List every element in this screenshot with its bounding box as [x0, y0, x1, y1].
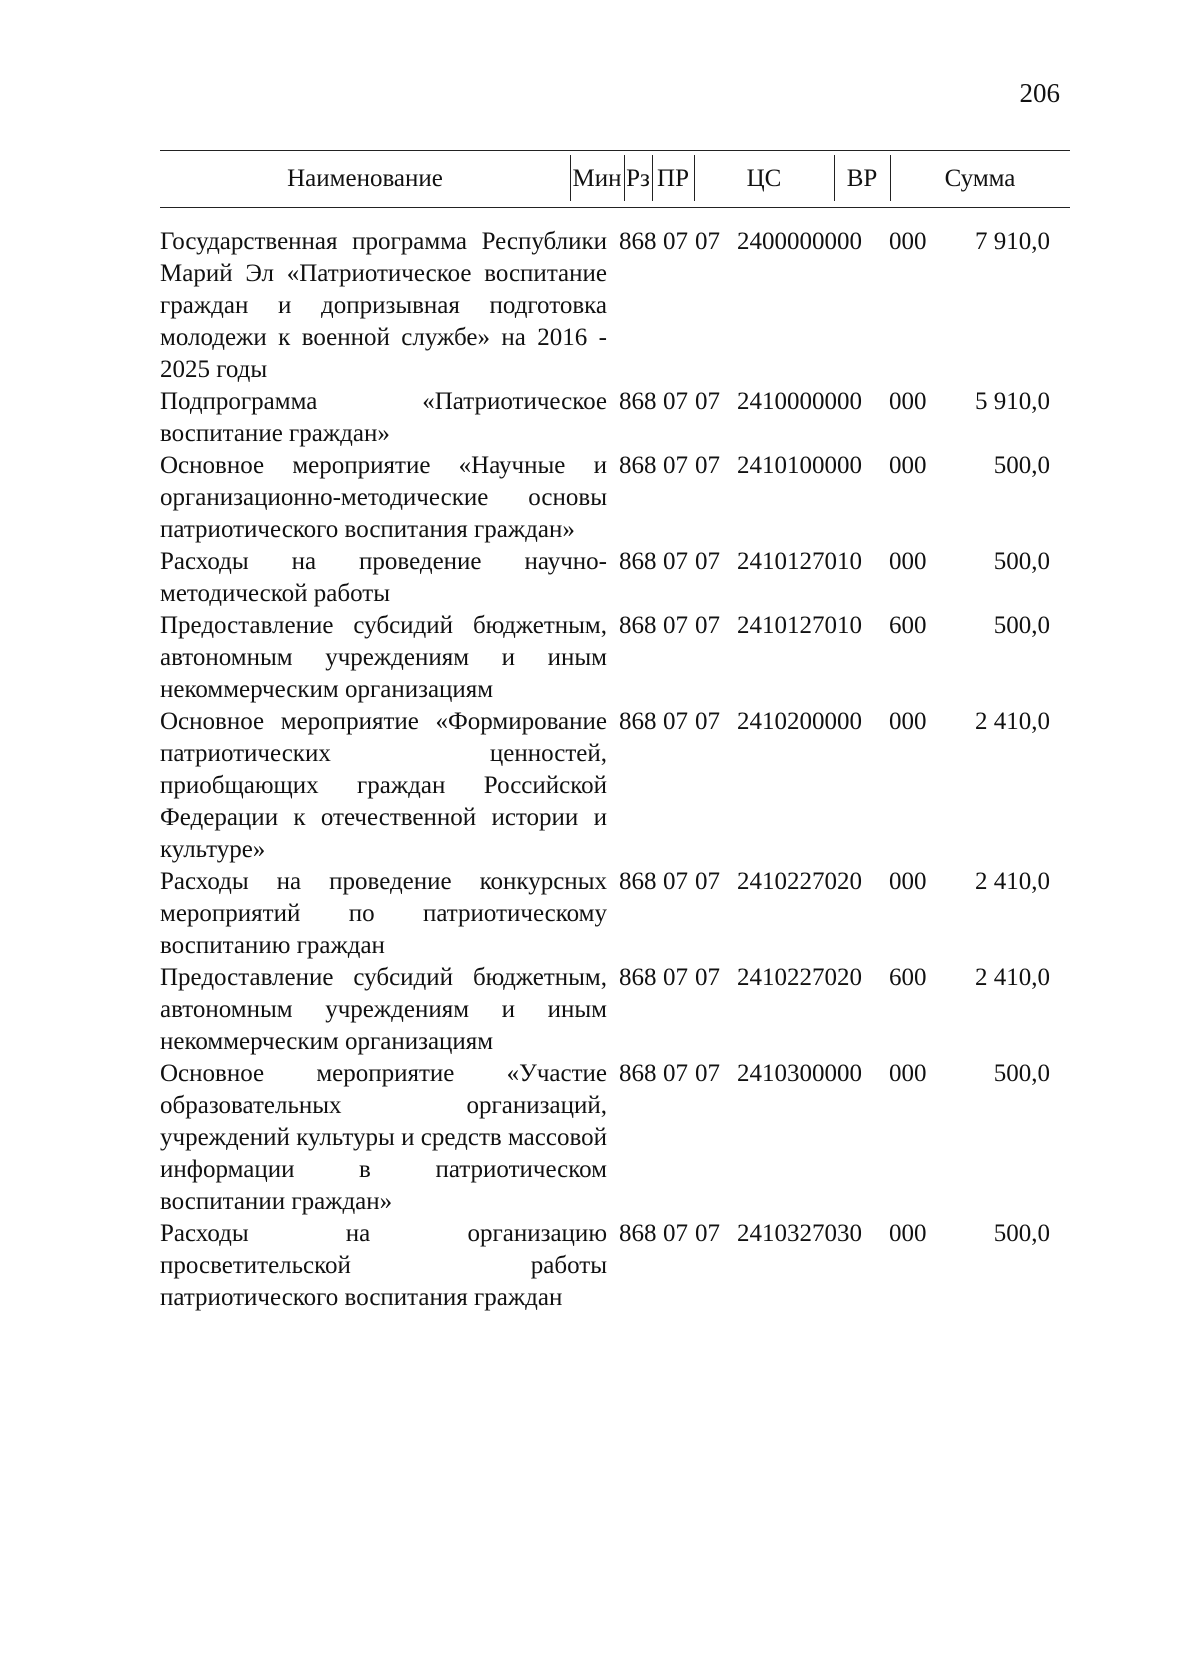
row-sum: 2 410,0: [975, 868, 1050, 895]
header-name: Наименование: [287, 165, 443, 192]
row-codes: [607, 1218, 961, 1314]
row-codes: [607, 706, 961, 866]
table-row: [160, 866, 1090, 962]
row-sum: 5 910,0: [975, 388, 1050, 415]
row-codes: [607, 546, 961, 610]
table-row: [160, 1058, 1090, 1218]
row-min: 868: [619, 1060, 657, 1087]
row-pr: 07: [695, 1060, 720, 1087]
row-codes: [607, 610, 961, 706]
row-sum: 2 410,0: [975, 964, 1050, 991]
row-name: Основное мероприятие «Участие образовательных организаций, учреждений культуры и средств массовой информации в патриотическом воспитании граждан»: [160, 1060, 607, 1215]
row-vr: 000: [889, 548, 927, 575]
row-rz: 07: [663, 868, 688, 895]
header-min: Мин: [572, 165, 622, 192]
table-row: [160, 610, 1090, 706]
row-cs: 2410000000: [737, 388, 862, 415]
row-sum: 500,0: [993, 612, 1050, 639]
row-name: Расходы на проведение научно-методической работы: [160, 548, 607, 607]
row-name: Основное мероприятие «Научные и организационно-методические основы патриотического воспитания граждан»: [160, 452, 607, 543]
row-cs: 2410227020: [737, 868, 862, 895]
row-vr: 600: [889, 964, 927, 991]
row-sum: 500,0: [993, 1220, 1050, 1247]
row-sum: 2 410,0: [975, 708, 1050, 735]
row-sum: 7 910,0: [975, 228, 1050, 255]
row-rz: 07: [663, 612, 688, 639]
row-name: Основное мероприятие «Формирование патриотических ценностей, приобщающих граждан Российской Федерации к отечественной истории и культуре»: [160, 708, 607, 863]
row-pr: 07: [695, 228, 720, 255]
row-sum: 500,0: [993, 1060, 1050, 1087]
table-row: [160, 1218, 1090, 1314]
page-number: 206: [1019, 78, 1060, 108]
table-row: [160, 386, 1090, 450]
header-sum: Сумма: [944, 165, 1016, 192]
header-pr: ПР: [657, 165, 689, 192]
row-cs: 2410127010: [737, 612, 862, 639]
row-sum: 500,0: [993, 452, 1050, 479]
table-row: [160, 962, 1090, 1058]
table-row: [160, 450, 1090, 546]
row-cs: 2400000000: [737, 228, 862, 255]
row-vr: 000: [889, 868, 927, 895]
row-vr: 600: [889, 612, 927, 639]
row-min: 868: [619, 548, 657, 575]
row-name: Государственная программа Республики Марий Эл «Патриотическое воспитание граждан и допризывная подготовка молодежи к военной службе» на 2016 - 2025 годы: [160, 228, 607, 383]
row-rz: 07: [663, 228, 688, 255]
row-vr: 000: [889, 228, 927, 255]
row-pr: 07: [695, 964, 720, 991]
row-vr: 000: [889, 452, 927, 479]
row-pr: 07: [695, 452, 720, 479]
row-min: 868: [619, 228, 657, 255]
row-rz: 07: [663, 388, 688, 415]
row-cs: 2410100000: [737, 452, 862, 479]
header-rz: Рз: [626, 165, 650, 192]
row-pr: 07: [695, 868, 720, 895]
row-codes: [607, 450, 961, 546]
table-row: [160, 546, 1090, 610]
row-cs: 2410200000: [737, 708, 862, 735]
row-name: Подпрограмма «Патриотическое воспитание граждан»: [160, 388, 607, 447]
row-name: Расходы на организацию просветительской работы патриотического воспитания граждан: [160, 1220, 607, 1311]
row-codes: [607, 386, 961, 450]
row-pr: 07: [695, 388, 720, 415]
table-row: [160, 226, 1090, 386]
row-vr: 000: [889, 1060, 927, 1087]
row-rz: 07: [663, 708, 688, 735]
row-name: Расходы на проведение конкурсных мероприятий по патриотическому воспитанию граждан: [160, 868, 607, 959]
row-rz: 07: [663, 452, 688, 479]
row-pr: 07: [695, 708, 720, 735]
row-rz: 07: [663, 964, 688, 991]
row-min: 868: [619, 708, 657, 735]
row-pr: 07: [695, 548, 720, 575]
row-cs: 2410327030: [737, 1220, 862, 1247]
row-vr: 000: [889, 388, 927, 415]
row-codes: [607, 1058, 961, 1218]
row-name: Предоставление субсидий бюджетным, автономным учреждениям и иным некоммерческим организациям: [160, 612, 607, 703]
table-row: [160, 706, 1090, 866]
row-min: 868: [619, 612, 657, 639]
row-pr: 07: [695, 612, 720, 639]
row-rz: 07: [663, 1220, 688, 1247]
header-vr: ВР: [846, 165, 878, 192]
row-min: 868: [619, 964, 657, 991]
row-cs: 2410127010: [737, 548, 862, 575]
row-rz: 07: [663, 548, 688, 575]
row-pr: 07: [695, 1220, 720, 1247]
row-vr: 000: [889, 708, 927, 735]
row-name: Предоставление субсидий бюджетным, автономным учреждениям и иным некоммерческим организациям: [160, 964, 607, 1055]
row-min: 868: [619, 388, 657, 415]
row-rz: 07: [663, 1060, 688, 1087]
table-body: [160, 226, 1090, 1314]
row-codes: [607, 866, 961, 962]
row-cs: 2410227020: [737, 964, 862, 991]
row-min: 868: [619, 868, 657, 895]
row-sum: 500,0: [993, 548, 1050, 575]
row-codes: [607, 226, 961, 386]
row-min: 868: [619, 452, 657, 479]
header-cs: ЦС: [746, 165, 782, 192]
table-header: [160, 150, 1070, 208]
row-min: 868: [619, 1220, 657, 1247]
row-cs: 2410300000: [737, 1060, 862, 1087]
row-vr: 000: [889, 1220, 927, 1247]
row-codes: [607, 962, 961, 1058]
